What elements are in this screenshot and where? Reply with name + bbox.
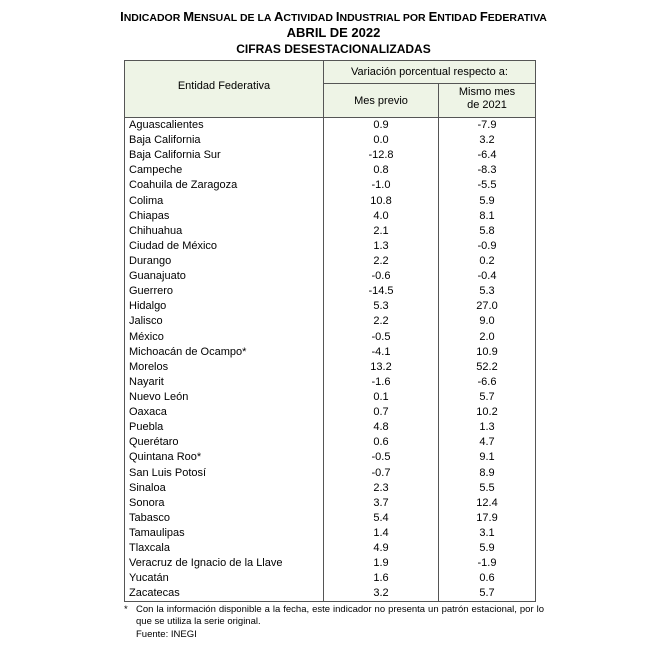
entity-name: Sonora [129,496,165,509]
entity-name: Michoacán de Ocampo* [129,345,247,358]
header-divider [323,61,324,117]
entity-name: Tamaulipas [129,526,185,539]
source-note: Fuente: INEGI [136,629,197,640]
previous-month-value: 0.9 [373,119,389,131]
table-row [125,209,535,224]
table-row [125,224,535,239]
entity-name: Chiapas [129,209,170,222]
table-row [125,481,535,496]
title-word-initial: I [120,9,124,24]
title-word-rest: NTIDAD [437,12,480,24]
table-row [125,571,535,586]
table-row [125,586,535,601]
previous-month-value: 1.3 [373,239,389,252]
table-row [125,284,535,299]
same-month-value: 5.9 [479,542,495,555]
same-month-value: 3.1 [479,526,495,539]
same-month-value: 5.9 [479,194,495,207]
previous-month-value: 5.3 [373,300,389,313]
previous-month-value: 1.6 [373,572,389,585]
table-row [125,466,535,481]
same-month-value: -5.5 [477,179,497,192]
previous-month-value: -14.5 [368,285,394,298]
table-row [125,239,535,254]
same-month-value: 27.0 [476,300,498,313]
same-month-value: -7.9 [477,119,497,131]
same-month-value: -8.3 [477,164,497,177]
previous-month-value: 2.1 [373,224,389,237]
entity-name: Baja California [129,134,201,147]
previous-month-value: -0.6 [371,270,391,283]
table-body [125,118,535,602]
footnote [124,604,544,627]
previous-month-value: 4.0 [373,209,389,222]
same-month-value: 5.7 [479,587,495,600]
same-month-value: -1.9 [477,557,497,570]
table-row [125,330,535,345]
previous-month-value: 0.8 [373,164,389,177]
table-row [125,299,535,314]
same-month-value: 9.1 [479,451,495,464]
previous-month-value: 10.8 [370,194,392,207]
previous-month-value: 4.9 [373,542,389,555]
entity-name: Zacatecas [129,587,180,600]
entity-name: Coahuila de Zaragoza [129,179,238,192]
header-same-month-line1: Mismo mes [458,86,516,98]
same-month-value: -6.6 [477,375,497,388]
same-month-value: -6.4 [477,149,497,162]
report-title [0,9,667,24]
same-month-value: 10.2 [476,406,498,419]
title-word-initial: M [183,9,195,24]
same-month-value: 5.8 [479,224,495,237]
report-period: ABRIL DE 2022 [286,25,381,40]
previous-month-value: 0.6 [373,436,389,449]
entity-name: Quintana Roo* [129,451,202,464]
table-row [125,420,535,435]
previous-month-value: -0.5 [371,451,391,464]
title-word-rest: NDUSTRIAL POR [339,12,429,24]
entity-name: Colima [129,194,164,207]
table-row [125,345,535,360]
title-word-rest: NDICADOR [123,12,184,24]
table-row [125,194,535,209]
previous-month-value: 5.4 [373,511,389,524]
entity-name: Guanajuato [129,270,186,283]
table-row [125,314,535,329]
table-row [125,526,535,541]
table-row [125,435,535,450]
entity-name: Yucatán [129,572,169,585]
table-row [125,450,535,465]
entity-name: San Luis Potosí [129,466,207,479]
header-previous-month: Mes previo [354,95,408,107]
same-month-value: 9.0 [479,315,495,328]
table-row [125,269,535,284]
title-word-initial: I [335,9,340,24]
table-row [125,163,535,178]
same-month-value: 0.6 [479,572,495,585]
entity-name: México [129,330,164,343]
table-header [125,61,535,117]
title-word-rest: EDERATIVA [487,12,547,24]
footnote-text: Con la información disponible a la fecha, este indicador no presenta un patrón estacional, por lo que se utiliza la serie original. [136,604,544,627]
title-word-initial: E [428,9,438,24]
table-row [125,375,535,390]
same-month-value: 8.9 [479,466,495,479]
table-row [125,118,535,133]
entity-name: Campeche [129,164,183,177]
same-month-value: 3.2 [479,134,495,147]
previous-month-value: 3.7 [373,496,389,509]
header-same-month [439,86,535,112]
table-row [125,405,535,420]
header-entity: Entidad Federativa [177,80,271,92]
same-month-value: 10.9 [476,345,498,358]
entity-name: Durango [129,254,172,267]
previous-month-value: -1.0 [371,179,391,192]
same-month-value: 5.3 [479,285,495,298]
previous-month-value: 0.7 [373,406,389,419]
same-month-value: 1.3 [479,421,495,434]
footnote-marker: * [124,604,128,615]
header-variation-group: Variación porcentual respecto a: [351,66,508,78]
table-row [125,360,535,375]
table-row [125,178,535,193]
same-month-value: 2.0 [479,330,495,343]
table-row [125,511,535,526]
header-divider [323,83,535,84]
same-month-value: 12.4 [476,496,498,509]
previous-month-value: 0.0 [373,134,389,147]
title-word-initial: F [479,9,488,24]
entity-name: Nuevo León [129,390,189,403]
header-same-month-line2: de 2021 [467,99,507,111]
previous-month-value: 4.8 [373,421,389,434]
table-row [125,556,535,571]
entity-name: Oaxaca [129,406,167,419]
report-subtitle: CIFRAS DESESTACIONALIZADAS [236,42,431,56]
entity-name: Aguascalientes [129,119,204,131]
previous-month-value: 0.1 [373,390,389,403]
same-month-value: 5.7 [479,390,495,403]
entity-name: Morelos [129,360,169,373]
same-month-value: 4.7 [479,436,495,449]
same-month-value: -0.4 [477,270,497,283]
same-month-value: 52.2 [476,360,498,373]
entity-name: Nayarit [129,375,164,388]
previous-month-value: -0.7 [371,466,391,479]
previous-month-value: 2.2 [373,254,389,267]
entity-name: Tlaxcala [129,542,170,555]
entity-name: Jalisco [129,315,163,328]
previous-month-value: -4.1 [371,345,391,358]
previous-month-value: 3.2 [373,587,389,600]
entity-name: Baja California Sur [129,149,221,162]
entity-name: Guerrero [129,285,174,298]
data-table [124,60,536,602]
table-row [125,254,535,269]
entity-name: Puebla [129,421,164,434]
entity-name: Querétaro [129,436,179,449]
entity-name: Tabasco [129,511,170,524]
same-month-value: -0.9 [477,239,497,252]
previous-month-value: 1.4 [373,526,389,539]
title-word-rest: CTIVIDAD [283,12,336,24]
entity-name: Ciudad de México [129,239,218,252]
previous-month-value: 2.3 [373,481,389,494]
entity-name: Veracruz de Ignacio de la Llave [129,557,283,570]
previous-month-value: -0.5 [371,330,391,343]
same-month-value: 8.1 [479,209,495,222]
previous-month-value: -1.6 [371,375,391,388]
same-month-value: 5.5 [479,481,495,494]
previous-month-value: -12.8 [368,149,394,162]
entity-name: Chihuahua [129,224,183,237]
table-row [125,133,535,148]
entity-name: Sinaloa [129,481,166,494]
previous-month-value: 1.9 [373,557,389,570]
previous-month-value: 2.2 [373,315,389,328]
table-row [125,496,535,511]
header-divider [438,83,439,117]
table-row [125,541,535,556]
same-month-value: 17.9 [476,511,498,524]
table-row [125,390,535,405]
title-word-rest: ENSUAL DE LA [194,12,274,24]
table-row [125,148,535,163]
entity-name: Hidalgo [129,300,167,313]
title-word-initial: A [273,9,284,24]
previous-month-value: 13.2 [370,360,392,373]
same-month-value: 0.2 [479,254,495,267]
